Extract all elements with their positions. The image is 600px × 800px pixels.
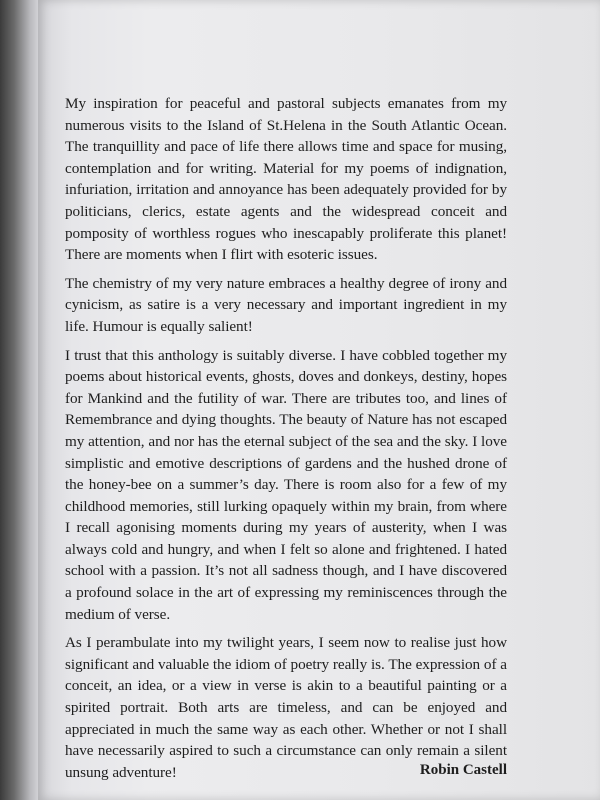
author-signature: Robin Castell (419, 762, 507, 778)
paragraph-anthology: I trust that this anthology is suitably diverse. I have cobbled together my poems about historical events, ghosts, doves and donkeys, destiny, hopes for Mankind and the futility of war. There are tributes too, and lines of Remembrance and dying thoughts. The beauty of Nature has not escaped my attention, and nor has the eternal subject of the sea and the sky. I love simplistic and emotive descriptions of gardens and the hushed drone of the honey-bee on a summer’s day. There is room also for a few of my childhood memories, still lurking opaquely within my brain, from where I recall agonising moments during my years of austerity, when I was always cold and hungry, and when I felt so alone and frightened. I hated school with a passion. It’s not all sadness though, and I have discovered a profound solace in the art of expressing my reminiscences through the medium of verse. (65, 346, 507, 623)
body-text (65, 93, 507, 790)
paragraph-twilight: As I perambulate into my twilight years, I seem now to realise just how significant and valuable the idiom of poetry really is. The expression of a conceit, an idea, or a view in verse is akin to a beautiful painting or a spirited portrait. Both arts are timeless, and can be enjoyed and appreciated in much the same way as each other. Whether or not I shall have necessarily aspired to such a circumstance can only remain a silent unsung adventure! (65, 634, 507, 781)
paragraph-inspiration: My inspiration for peaceful and pastoral subjects emanates from my numerous visits to the Island of St.Helena in the South Atlantic Ocean. The tranquillity and pace of life there allows time and space for musing, contemplation and for writing. Material for my poems of indignation, infuriation, irritation and annoyance has been adequately provided for by politicians, clerics, estate agents and the widespread conceit and pomposity of worthless rogues who inescapably proliferate this planet! There are moments when I flirt with esoteric issues. (65, 95, 507, 264)
paragraph-irony: The chemistry of my very nature embraces a healthy degree of irony and cynicism, as satire is a very necessary and important ingredient in my life. Humour is equally salient! (65, 274, 507, 335)
book-spine-shadow (0, 0, 40, 800)
